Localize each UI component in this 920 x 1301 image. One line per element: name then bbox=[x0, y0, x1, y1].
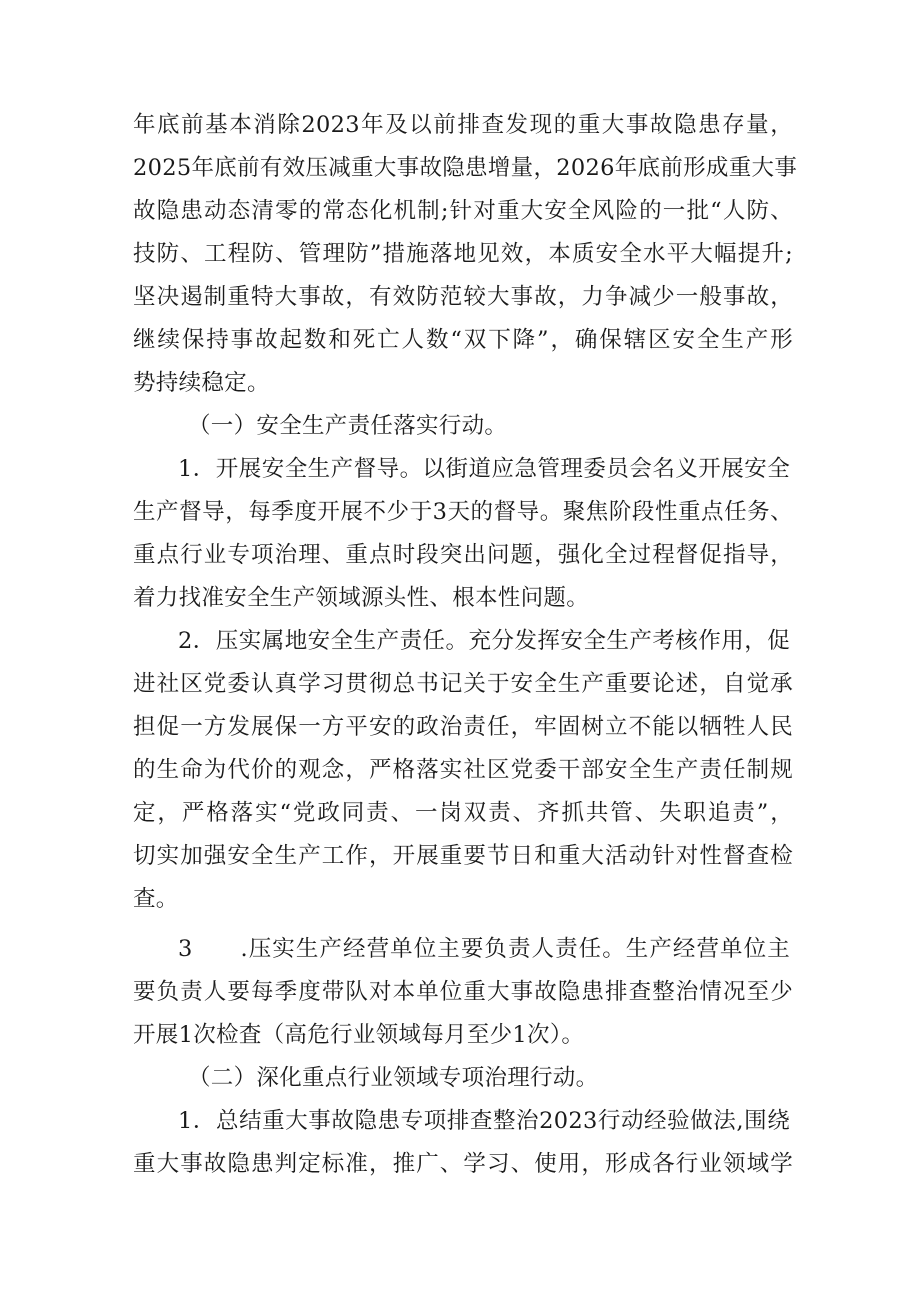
text-line: 进社区党委认真学习贯彻总书记关于安全生产重要论述，自觉承 bbox=[133, 671, 793, 697]
section-heading: （一）安全生产责任落实行动。 bbox=[188, 413, 508, 439]
text-line: 坚决遏制重特大事故，有效防范较大事故，力争减少一般事故， bbox=[133, 284, 793, 310]
text-line: 重大事故隐患判定标准，推广、学习、使用，形成各行业领域学 bbox=[133, 1151, 793, 1177]
text-line: 继续保持事故起数和死亡人数“双下降”，确保辖区安全生产形 bbox=[133, 327, 793, 353]
text-line: 重点行业专项治理、重点时段突出问题，强化全过程督促指导， bbox=[133, 542, 793, 568]
paragraph-first-line: 1．开展安全生产督导。以街道应急管理委员会名义开展安全 bbox=[178, 456, 790, 482]
text-line: 要负责人要每季度带队对本单位重大事故隐患排查整治情况至少 bbox=[133, 979, 793, 1005]
text-line: 查。 bbox=[133, 886, 179, 912]
text-line: 的生命为代价的观念，严格落实社区党委干部安全生产责任制规 bbox=[133, 757, 793, 783]
text-line: 着力找准安全生产领域源头性、根本性问题。 bbox=[133, 585, 590, 611]
text-line: 故隐患动态清零的常态化机制;针对重大安全风险的一批“人防、 bbox=[133, 198, 793, 224]
text-line: 定，严格落实“党政同责、一岗双责、齐抓共管、失职追责”， bbox=[133, 800, 793, 826]
text-line: 开展1次检査（高危行业领域每月至少1次）。 bbox=[133, 1022, 585, 1048]
paragraph-first-line: 1．总结重大事故隐患专项排查整治2023行动经验做法,围绕 bbox=[178, 1108, 790, 1134]
text-line: 年底前基本消除2023年及以前排查发现的重大事故隐患存量， bbox=[133, 112, 793, 138]
text-line: 技防、工程防、管理防”措施落地见效，本质安全水平大幅提升; bbox=[133, 241, 793, 267]
section-heading: （二）深化重点行业领域专项治理行动。 bbox=[188, 1065, 599, 1091]
paragraph-first-line: 2．压实属地安全生产责任。充分发挥安全生产考核作用，促 bbox=[178, 628, 790, 654]
text-line: 切实加强安全生产工作，开展重要节日和重大活动针对性督查检 bbox=[133, 843, 793, 869]
text-line: 生产督导，每季度开展不少于3天的督导。聚焦阶段性重点任务、 bbox=[133, 499, 793, 525]
paragraph-first-line: 3 .压实生产经营单位主要负责人责任。生产经营单位主 bbox=[178, 936, 790, 962]
text-line: 担促一方发展保一方平安的政治责任，牢固树立不能以牺牲人民 bbox=[133, 714, 793, 740]
text-line: 势持续稳定。 bbox=[133, 370, 270, 396]
text-line: 2025年底前有效压减重大事故隐患增量，2026年底前形成重大事 bbox=[133, 155, 798, 181]
